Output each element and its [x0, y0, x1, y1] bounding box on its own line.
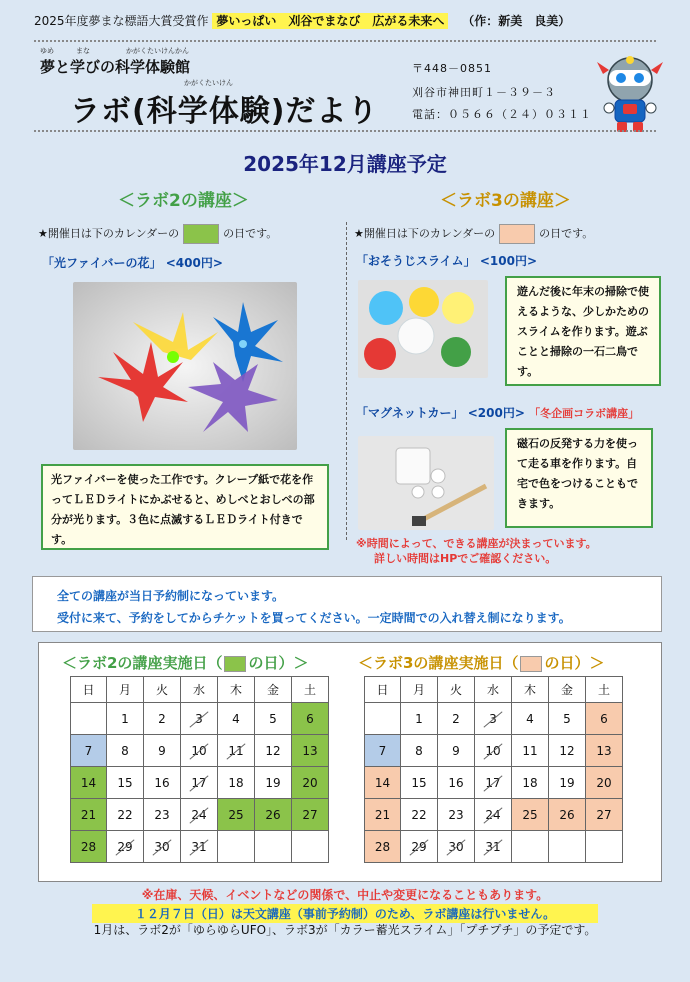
lab3-cal-week-row: [365, 767, 623, 799]
lab2-description: 光ファイバーを使った工作です。クレープ紙で花を作ってＬＥＤライトにかぶせると、めしべとおしべの部分が光ります。３色に点滅するＬＥＤライト付きです。: [41, 464, 329, 550]
lab2-cal-day-cell: 10: [181, 735, 218, 767]
lab2-cal-day-cell: 24: [181, 799, 218, 831]
lab3-cal-day-cell: 22: [401, 799, 438, 831]
lab3-calendar-heading: [358, 652, 604, 673]
schedule-title: 2025年12月講座予定: [243, 152, 447, 176]
lab3-cal-day-cell: 14: [365, 767, 401, 799]
lab2-course-price: <400円>: [165, 256, 223, 270]
lab2-cal-day-cell: 18: [218, 767, 255, 799]
lab3-course2-price: <200円>: [467, 406, 525, 420]
lab3-cal-day-cell: 24: [475, 799, 512, 831]
lab3-calendar: [364, 676, 623, 863]
lab2-color-swatch: [183, 224, 219, 244]
lab2-calendar: [70, 676, 329, 863]
lab2-cal-day-cell: 14: [71, 767, 107, 799]
lab3-cal-day-cell: 18: [512, 767, 549, 799]
lab3-course1-price: <100円>: [479, 254, 538, 268]
lab3-cal-weekday-header: 木: [512, 677, 549, 703]
footer-january-preview: 1月は、ラボ2が「ゆらゆらUFO」、ラボ3が「カラー蓄光スライム」「プチプチ」の予定です。: [93, 923, 597, 937]
lab2-cal-day-cell: [292, 831, 329, 863]
lab3-course1-description: 遊んだ後に年末の掃除で使えるような、少しかためのスライムを作ります。遊ぶことと掃除の一石二鳥です。: [505, 276, 661, 386]
lab3-cal-day-cell: 8: [401, 735, 438, 767]
lab2-cal-day-cell: 25: [218, 799, 255, 831]
lab2-cal-day-cell: 2: [144, 703, 181, 735]
lab3-cal-day-cell: 10: [475, 735, 512, 767]
lab2-note: [38, 224, 277, 244]
time-note-line1: ※時間によって、できる講座が決まっています。: [356, 537, 597, 550]
lab3-note-after: の日です。: [539, 227, 594, 240]
lab2-cal-weekday-header: 金: [255, 677, 292, 703]
lab3-cal-day-cell: 12: [549, 735, 586, 767]
lab2-cal-weekday-header: 火: [144, 677, 181, 703]
lab3-cal-week-row: [365, 799, 623, 831]
lab2-cal-day-cell: [218, 831, 255, 863]
lab2-cal-day-cell: 21: [71, 799, 107, 831]
lab3-cal-weekday-header: 土: [586, 677, 623, 703]
lab3-note-before: ★開催日は下のカレンダーの: [354, 227, 496, 240]
org-ruby-3: かがくたいけんかん: [126, 47, 189, 55]
lab3-cal-day-cell: [365, 703, 401, 735]
lab2-cal-weekday-header: 木: [218, 677, 255, 703]
fiber-flower-photo: [73, 282, 297, 450]
lab2-cal-day-cell: 13: [292, 735, 329, 767]
lab3-cal-day-cell: 23: [438, 799, 475, 831]
lab2-cal-weekday-header: 水: [181, 677, 218, 703]
robot-mascot-icon: [595, 52, 665, 134]
reservation-info-line2: 受付に来て、予約をしてからチケットを買ってください。一定時間での入れ替え制になります。: [57, 611, 571, 625]
lab2-cal-day-cell: 1: [107, 703, 144, 735]
lab3-cal-day-cell: 9: [438, 735, 475, 767]
lab2-cal-day-cell: 8: [107, 735, 144, 767]
lab3-cal-day-cell: 20: [586, 767, 623, 799]
lab2-cal-day-cell: 28: [71, 831, 107, 863]
lab3-cal-day-cell: 28: [365, 831, 401, 863]
postal-code: 〒448－0851: [412, 62, 492, 75]
lab3-cal-day-cell: 19: [549, 767, 586, 799]
lab2-cal-day-cell: 22: [107, 799, 144, 831]
lab3-cal-week-row: [365, 831, 623, 863]
lab3-cal-weekday-header: 月: [401, 677, 438, 703]
lab2-calendar-heading: [62, 652, 308, 673]
lab3-cal-day-cell: 2: [438, 703, 475, 735]
header-divider-top: [34, 40, 656, 42]
column-divider: [346, 222, 347, 540]
lab2-cal-week-row: [71, 799, 329, 831]
lab3-note: [354, 224, 593, 244]
lab3-cal-day-cell: 7: [365, 735, 401, 767]
lab2-cal-weekday-header: 月: [107, 677, 144, 703]
lab2-cal-day-cell: 20: [292, 767, 329, 799]
lab2-calendar-heading-b: の日）＞: [248, 654, 309, 672]
lab2-cal-day-cell: 16: [144, 767, 181, 799]
lab2-cal-weekday-header: 日: [71, 677, 107, 703]
lab2-note-before: ★開催日は下のカレンダーの: [38, 227, 180, 240]
lab3-cal-day-cell: 5: [549, 703, 586, 735]
lab2-cal-week-row: [71, 831, 329, 863]
lab3-cal-day-cell: 27: [586, 799, 623, 831]
lab3-course2-name: 「マグネットカー」: [356, 406, 464, 420]
lab3-cal-day-cell: 30: [438, 831, 475, 863]
lab2-cal-day-cell: 17: [181, 767, 218, 799]
footer-astronomy-notice: １２月７日（日）は天文講座（事前予約制）のため、ラボ講座は行いません。: [92, 904, 598, 923]
lab3-cal-day-cell: [549, 831, 586, 863]
lab3-cal-day-cell: 6: [586, 703, 623, 735]
header-divider-bottom: [34, 130, 656, 132]
newsletter-title: ラボ(科学体験)だより: [70, 94, 379, 129]
lab2-calendar-heading-a: ＜ラボ2の講座実施日（: [62, 654, 223, 672]
lab2-cal-week-row: [71, 735, 329, 767]
magnet-car-photo: [358, 436, 494, 530]
org-ruby-1: ゆめ: [40, 47, 54, 55]
lab3-cal-day-cell: 21: [365, 799, 401, 831]
lab3-course2-description: 磁石の反発する力を使って走る車を作ります。自宅で色をつけることもできます。: [505, 428, 653, 528]
lab3-color-swatch: [499, 224, 535, 244]
lab2-cal-day-cell: 9: [144, 735, 181, 767]
lab2-cal-day-cell: 31: [181, 831, 218, 863]
lab2-cal-day-cell: 19: [255, 767, 292, 799]
lab2-cal-day-cell: 30: [144, 831, 181, 863]
author-text: （作：新美 良美）: [462, 14, 571, 28]
lab3-cal-weekday-header: 水: [475, 677, 512, 703]
reservation-info-line1: 全ての講座が当日予約制になっています。: [57, 589, 285, 603]
time-note-line2: 詳しい時間はHPでご確認ください。: [374, 552, 557, 565]
lab2-cal-day-cell: 11: [218, 735, 255, 767]
time-note: [356, 536, 597, 566]
lab2-cal-day-cell: 3: [181, 703, 218, 735]
lab2-course-name: 「光ファイバーの花」: [42, 256, 162, 270]
phone: 電話：０５６６（２４）０３１１: [412, 108, 592, 121]
lab3-cal-day-cell: 4: [512, 703, 549, 735]
lab3-heading: ＜ラボ3の講座＞: [440, 191, 571, 211]
lab3-cal-day-cell: 17: [475, 767, 512, 799]
lab3-cal-week-row: [365, 735, 623, 767]
lab2-heading: ＜ラボ2の講座＞: [118, 191, 249, 211]
footer-warning: ※在庫、天候、イベントなどの関係で、中止や変更になることもあります。: [141, 888, 549, 902]
lab2-note-after: の日です。: [223, 227, 278, 240]
lab2-cal-week-row: [71, 767, 329, 799]
lab2-cal-day-cell: 15: [107, 767, 144, 799]
lab2-cal-day-cell: 26: [255, 799, 292, 831]
lab3-cal-weekday-header: 日: [365, 677, 401, 703]
lab3-course1-name: 「おそうじスライム」: [356, 254, 476, 268]
address: 刈谷市神田町１－３９－３: [412, 86, 556, 99]
lab3-cal-day-cell: 3: [475, 703, 512, 735]
lab3-cal-weekday-header: 金: [549, 677, 586, 703]
lab2-cal-day-cell: [71, 703, 107, 735]
lab3-cal-day-cell: 1: [401, 703, 438, 735]
lab2-cal-day-cell: 12: [255, 735, 292, 767]
lab3-cal-day-cell: 25: [512, 799, 549, 831]
lab3-cal-day-cell: [512, 831, 549, 863]
lab3-calendar-heading-b: の日）＞: [544, 654, 605, 672]
lab2-cal-day-cell: 29: [107, 831, 144, 863]
slogan-text: 夢いっぱい 刈谷でまなび 広がる未来へ: [212, 13, 448, 29]
lab2-course: [42, 254, 223, 271]
lab3-cal-day-cell: 13: [586, 735, 623, 767]
lab2-calendar-swatch: [224, 656, 246, 672]
lab3-cal-weekday-header: 火: [438, 677, 475, 703]
lab2-cal-week-row: [71, 703, 329, 735]
lab3-calendar-heading-a: ＜ラボ3の講座実施日（: [358, 654, 519, 672]
lab2-cal-day-cell: 5: [255, 703, 292, 735]
lab2-cal-day-cell: 23: [144, 799, 181, 831]
award-line: [34, 12, 570, 29]
lab3-course2: [356, 404, 639, 421]
lab3-course1: [356, 252, 537, 269]
lab2-cal-day-cell: [255, 831, 292, 863]
award-text: 2025年度夢まな標語大賞受賞作: [34, 14, 209, 28]
lab3-cal-day-cell: 31: [475, 831, 512, 863]
lab3-cal-day-cell: 26: [549, 799, 586, 831]
lab3-cal-day-cell: 29: [401, 831, 438, 863]
lab2-cal-day-cell: 4: [218, 703, 255, 735]
lab3-cal-day-cell: [586, 831, 623, 863]
reservation-info-box: [32, 576, 662, 632]
slime-photo: [358, 280, 488, 378]
lab3-calendar-swatch: [520, 656, 542, 672]
lab3-cal-week-row: [365, 703, 623, 735]
lab3-cal-day-cell: 16: [438, 767, 475, 799]
lab2-cal-day-cell: 6: [292, 703, 329, 735]
lab3-course2-collab: 「冬企画コラボ講座」: [529, 407, 640, 420]
org-name: 夢と学びの科学体験館: [40, 58, 191, 76]
lab2-cal-day-cell: 7: [71, 735, 107, 767]
lab3-cal-day-cell: 15: [401, 767, 438, 799]
org-ruby-2: まな: [76, 47, 90, 55]
lab3-cal-day-cell: 11: [512, 735, 549, 767]
lab2-cal-day-cell: 27: [292, 799, 329, 831]
lab2-cal-weekday-header: 土: [292, 677, 329, 703]
title-ruby: かがくたいけん: [184, 79, 233, 87]
